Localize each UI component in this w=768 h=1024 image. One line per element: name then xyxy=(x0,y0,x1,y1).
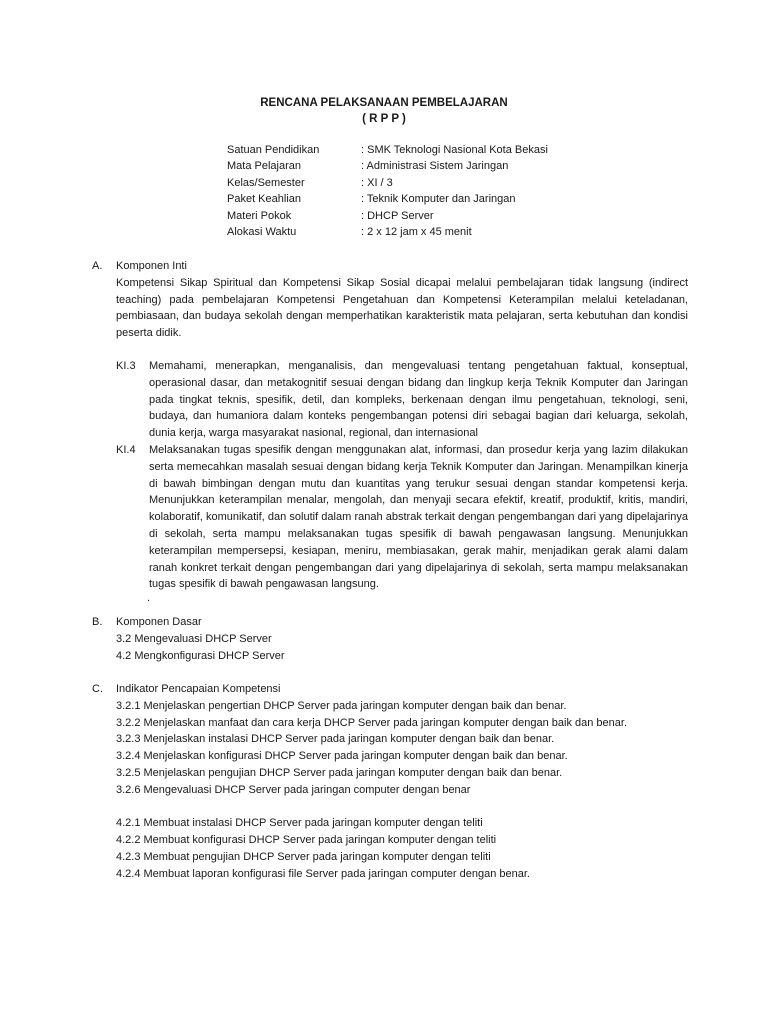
title-line-2: ( R P P ) xyxy=(362,113,406,125)
meta-label: Paket Keahlian xyxy=(227,193,301,206)
document-title xyxy=(0,95,768,127)
ki4-item xyxy=(116,442,688,593)
section-title: Indikator Pencapaian Kompetensi xyxy=(116,683,281,695)
indicator-list-skill xyxy=(116,815,688,882)
section-indikator xyxy=(92,681,688,883)
meta-row xyxy=(227,158,548,174)
ki3-text: Memahami, menerapkan, menganalisis, dan mengevaluasi tentang pengetahuan faktual, konseptual, operasional dasar, dan metakognitif sesuai dengan bidang dan lingkup kerja Teknik Komputer dan Jaringan pada tingkat teknis, spesifik, detil, dan kompleks, berkenaan dengan ilmu pengetahuan, teknologi, seni, budaya, dan humaniora dalam konteks pengembangan potensi diri sebagai bagian dari keluarga, sekolah, dunia kerja, warga masyarakat nasional, regional, dan internasional xyxy=(149,359,688,440)
section-letter: C. xyxy=(92,683,103,695)
list-item: 3.2.2 Menjelaskan manfaat dan cara kerja DHCP Server pada jaringan komputer dengan baik dan benar. xyxy=(116,716,628,729)
list-item: 3.2.4 Menjelaskan konfigurasi DHCP Server pada jaringan komputer dengan baik dan benar. xyxy=(116,750,568,763)
meta-row xyxy=(227,208,548,224)
kd-list xyxy=(116,631,688,665)
meta-value: : SMK Teknologi Nasional Kota Bekasi xyxy=(361,144,548,156)
section-komponen-dasar xyxy=(92,614,688,664)
section-title: Komponen Dasar xyxy=(116,616,202,628)
indicator-list-knowledge xyxy=(116,698,688,799)
section-komponen-inti xyxy=(92,258,688,607)
meta-value: : DHCP Server xyxy=(361,209,434,222)
section-letter: B. xyxy=(92,616,103,628)
meta-label: Satuan Pendidikan xyxy=(227,144,320,156)
meta-label: Kelas/Semester xyxy=(227,176,305,189)
section-letter: A. xyxy=(92,260,103,272)
list-item: 3.2 Mengevaluasi DHCP Server xyxy=(116,632,272,645)
list-item: 3.2.1 Menjelaskan pengertian DHCP Server pada jaringan komputer dengan baik dan benar. xyxy=(116,699,567,712)
list-item: 3.2.6 Mengevaluasi DHCP Server pada jaringan computer dengan benar xyxy=(116,783,471,796)
list-item: 3.2.3 Menjelaskan instalasi DHCP Server pada jaringan komputer dengan baik dan benar. xyxy=(116,733,555,746)
section-title: Komponen Inti xyxy=(116,260,187,272)
ki4-number: KI.4 xyxy=(116,443,136,456)
meta-value: : Administrasi Sistem Jaringan xyxy=(361,160,509,173)
section-heading xyxy=(92,681,688,698)
list-item: 4.2.1 Membuat instalasi DHCP Server pada jaringan komputer dengan teliti xyxy=(116,817,483,830)
meta-row xyxy=(227,175,548,191)
meta-label: Mata Pelajaran xyxy=(227,160,301,173)
section-heading xyxy=(92,614,688,631)
meta-value: : XI / 3 xyxy=(361,176,393,189)
list-item: 4.2.4 Membuat laporan konfigurasi file Server pada jaringan computer dengan benar. xyxy=(116,867,530,880)
identity-table xyxy=(227,142,548,240)
meta-row xyxy=(227,224,548,240)
ki4-text: Melaksanakan tugas spesifik dengan menggunakan alat, informasi, dan prosedur kerja yang lazim dilakukan serta memecahkan masalah sesuai dengan bidang kerja Teknik Komputer dan Jaringan. Menampilkan kinerja di bawah bimbingan dengan mutu dan kuantitas yang terukur sesuai dengan standar kompetensi kerja. Menunjukkan keterampilan menalar, mengolah, dan menyaji secara efektif, kreatif, produktif, kritis, mandiri, kolaboratif, komunikatif, dan solutif dalam ranah abstrak terkait dengan pengembangan dari yang dipelajarinya di sekolah, serta mampu melaksanakan tugas spesifik di bawah pengawasan langsung. Menunjukkan keterampilan mempersepsi, kesiapan, meniru, membiasakan, gerak mahir, menjadikan gerak alami dalam ranah konkret terkait dengan pengembangan dari yang dipelajarinya di sekolah, serta mampu melaksanakan tugas spesifik di bawah pengawasan langsung. xyxy=(149,443,688,591)
ki3-number: KI.3 xyxy=(116,359,136,372)
meta-value: : Teknik Komputer dan Jaringan xyxy=(361,193,516,206)
meta-row xyxy=(227,191,548,207)
list-item: 4.2.3 Membuat pengujian DHCP Server pada jaringan komputer dengan teliti xyxy=(116,850,491,863)
meta-label: Alokasi Waktu xyxy=(227,225,297,238)
section-heading xyxy=(92,258,688,275)
intro-paragraph: Kompetensi Sikap Spiritual dan Kompetensi Sikap Sosial dicapai melalui pembelajaran tidak langsung (indirect teaching) pada pembelajaran Kompetensi Pengetahuan dan Kompetensi Keterampilan melalui keteladanan, pembiasaan, dan budaya sekolah dengan memperhatikan karakteristik mata pelajaran, serta kebutuhan dan kondisi peserta didik. xyxy=(116,276,688,340)
list-item: 3.2.5 Menjelaskan pengujian DHCP Server pada jaringan komputer dengan baik dan benar. xyxy=(116,766,563,779)
list-item: 4.2 Mengkonfigurasi DHCP Server xyxy=(116,649,285,662)
list-item: 4.2.2 Membuat konfigurasi DHCP Server pada jaringan komputer dengan teliti xyxy=(116,834,497,847)
stray-dot: . xyxy=(147,592,151,605)
meta-row xyxy=(227,142,548,158)
meta-value: : 2 x 12 jam x 45 menit xyxy=(361,225,472,238)
ki3-item xyxy=(116,358,688,442)
meta-label: Materi Pokok xyxy=(227,209,292,222)
title-line-1: RENCANA PELAKSANAAN PEMBELAJARAN xyxy=(260,97,508,109)
